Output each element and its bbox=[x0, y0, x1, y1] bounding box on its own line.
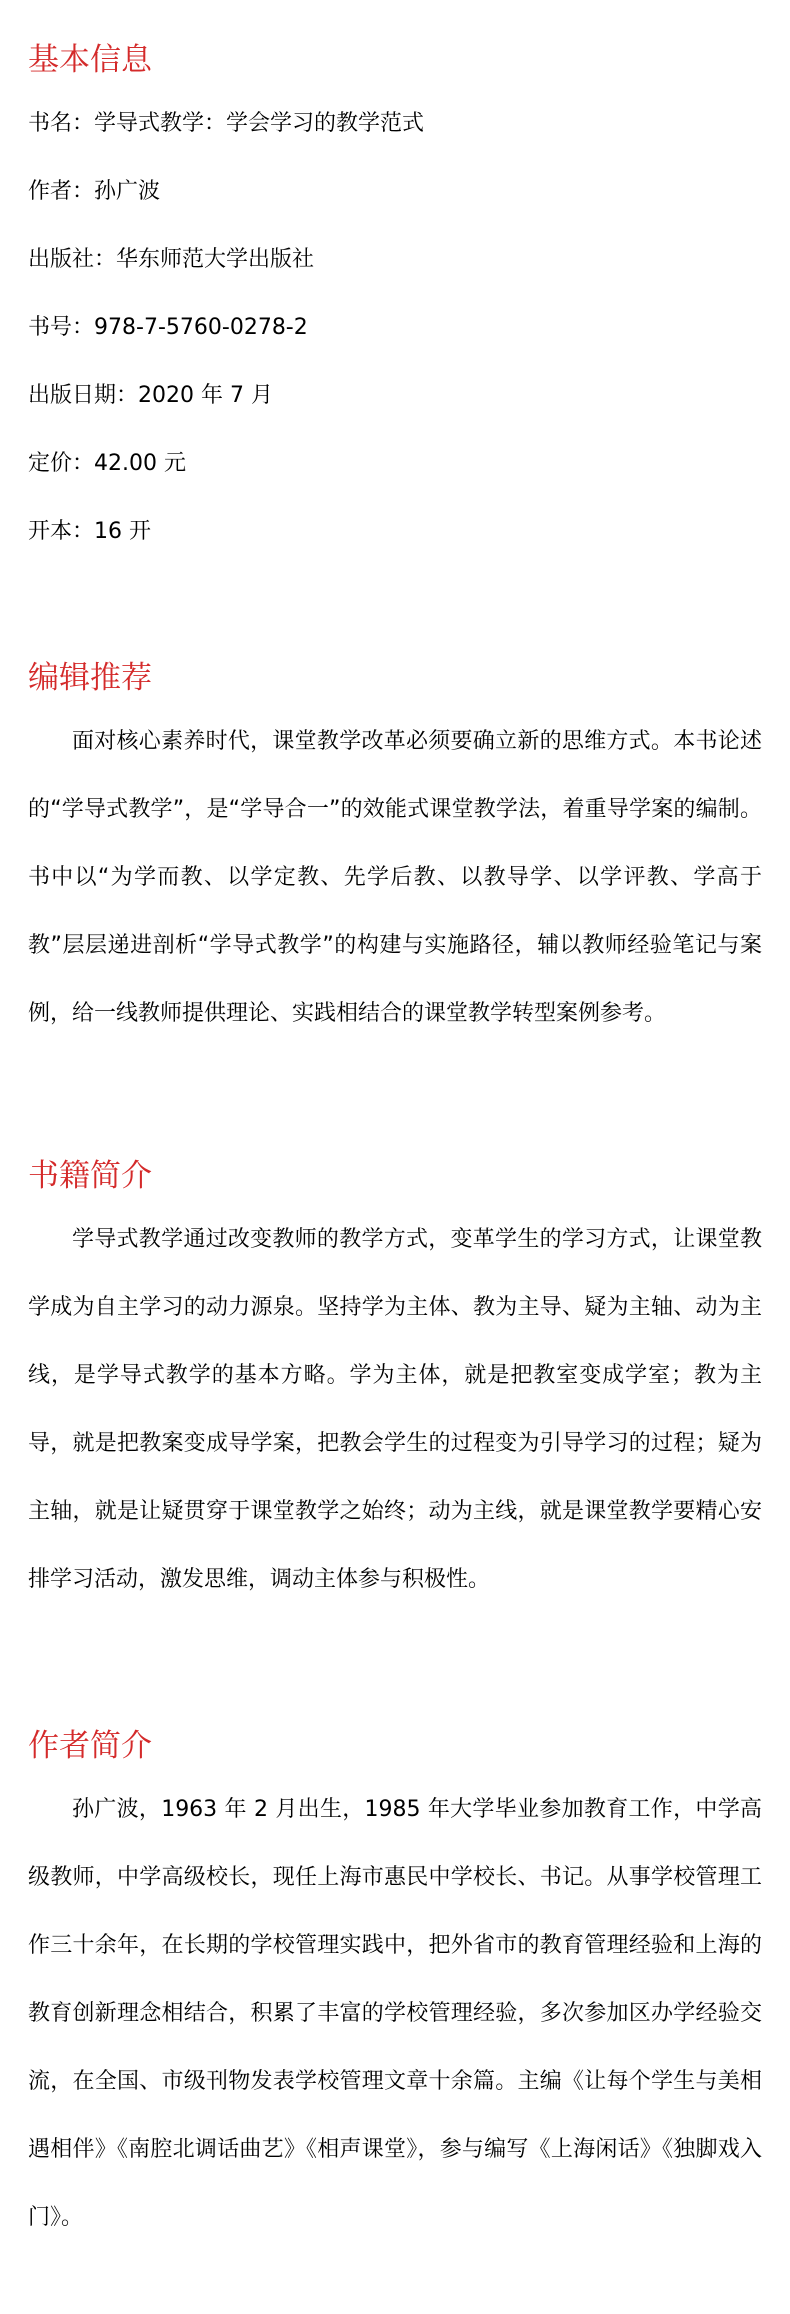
info-label: 作者 bbox=[28, 179, 73, 204]
basic-info-list bbox=[28, 90, 762, 566]
editor-recommendation-section bbox=[28, 658, 762, 1048]
info-row-isbn: 书号：978-7-5760-0278-2 bbox=[28, 315, 308, 340]
info-label: 定价 bbox=[28, 451, 73, 476]
book-intro-text: 学导式教学通过改变教师的教学方式，变革学生的学习方式，让课堂教学成为自主学习的动力源泉。坚持学为主体、教为主导、疑为主轴、动为主线，是学导式教学的基本方略。学为主体，就是把教室变成学室；教为主导，就是把教案变成导学案，把教会学生的过程变为引导学习的过程；疑为主轴，就是让疑贯穿于课堂教学之始终；动为主线，就是课堂教学要精心安排学习活动，激发思维，调动主体参与积极性。 bbox=[28, 1227, 762, 1592]
author-intro-title: 作者简介 bbox=[28, 1728, 152, 1764]
info-value: 2020 年 7 月 bbox=[138, 383, 273, 408]
info-label: 书号 bbox=[28, 315, 73, 340]
info-label: 出版社 bbox=[28, 247, 95, 272]
editor-recommendation-text: 面对核心素养时代，课堂教学改革必须要确立新的思维方式。本书论述的“学导式教学”，是“学导合一”的效能式课堂教学法，着重导学案的编制。书中以“为学而教、以学定教、先学后教、以教导学、以学评教、学高于教”层层递进剖析“学导式教学”的构建与实施路径，辅以教师经验笔记与案例，给一线教师提供理论、实践相结合的课堂教学转型案例参考。 bbox=[28, 729, 762, 1026]
info-value: 学导式教学：学会学习的教学范式 bbox=[94, 111, 425, 136]
author-intro-text: 孙广波，1963 年 2 月出生，1985 年大学毕业参加教育工作，中学高级教师，中学高级校长，现任上海市惠民中学校长、书记。从事学校管理工作三十余年，在长期的学校管理实践中，把外省市的教育管理经验和上海的教育创新理念相结合，积累了丰富的学校管理经验，多次参加区办学经验交流，在全国、市级刊物发表学校管理文章十余篇。主编《让每个学生与美相遇相伴》《南腔北调话曲艺》《相声课堂》，参与编写《上海闲话》《独脚戏入门》。 bbox=[28, 1797, 762, 2230]
info-value: 华东师范大学出版社 bbox=[116, 247, 315, 272]
author-intro-section bbox=[28, 1726, 762, 2252]
editor-recommendation-title: 编辑推荐 bbox=[28, 660, 152, 696]
info-value: 孙广波 bbox=[94, 179, 161, 204]
info-value: 16 开 bbox=[94, 519, 152, 544]
info-value: 42.00 元 bbox=[94, 451, 187, 476]
info-row-pub-date: 出版日期：2020 年 7 月 bbox=[28, 383, 273, 408]
info-label: 出版日期 bbox=[28, 383, 117, 408]
info-row-price: 定价：42.00 元 bbox=[28, 451, 187, 476]
info-row-publisher: 出版社：华东师范大学出版社 bbox=[28, 247, 315, 272]
info-label: 开本 bbox=[28, 519, 73, 544]
info-label: 书名 bbox=[28, 111, 73, 136]
info-value: 978-7-5760-0278-2 bbox=[94, 315, 308, 340]
basic-info-section bbox=[28, 0, 762, 566]
info-row-title: 书名：学导式教学：学会学习的教学范式 bbox=[28, 111, 425, 136]
info-row-author: 作者：孙广波 bbox=[28, 179, 161, 204]
info-row-format: 开本：16 开 bbox=[28, 519, 152, 544]
book-intro-title: 书籍简介 bbox=[28, 1158, 152, 1194]
book-intro-section bbox=[28, 1156, 762, 1614]
basic-info-title: 基本信息 bbox=[28, 42, 152, 78]
